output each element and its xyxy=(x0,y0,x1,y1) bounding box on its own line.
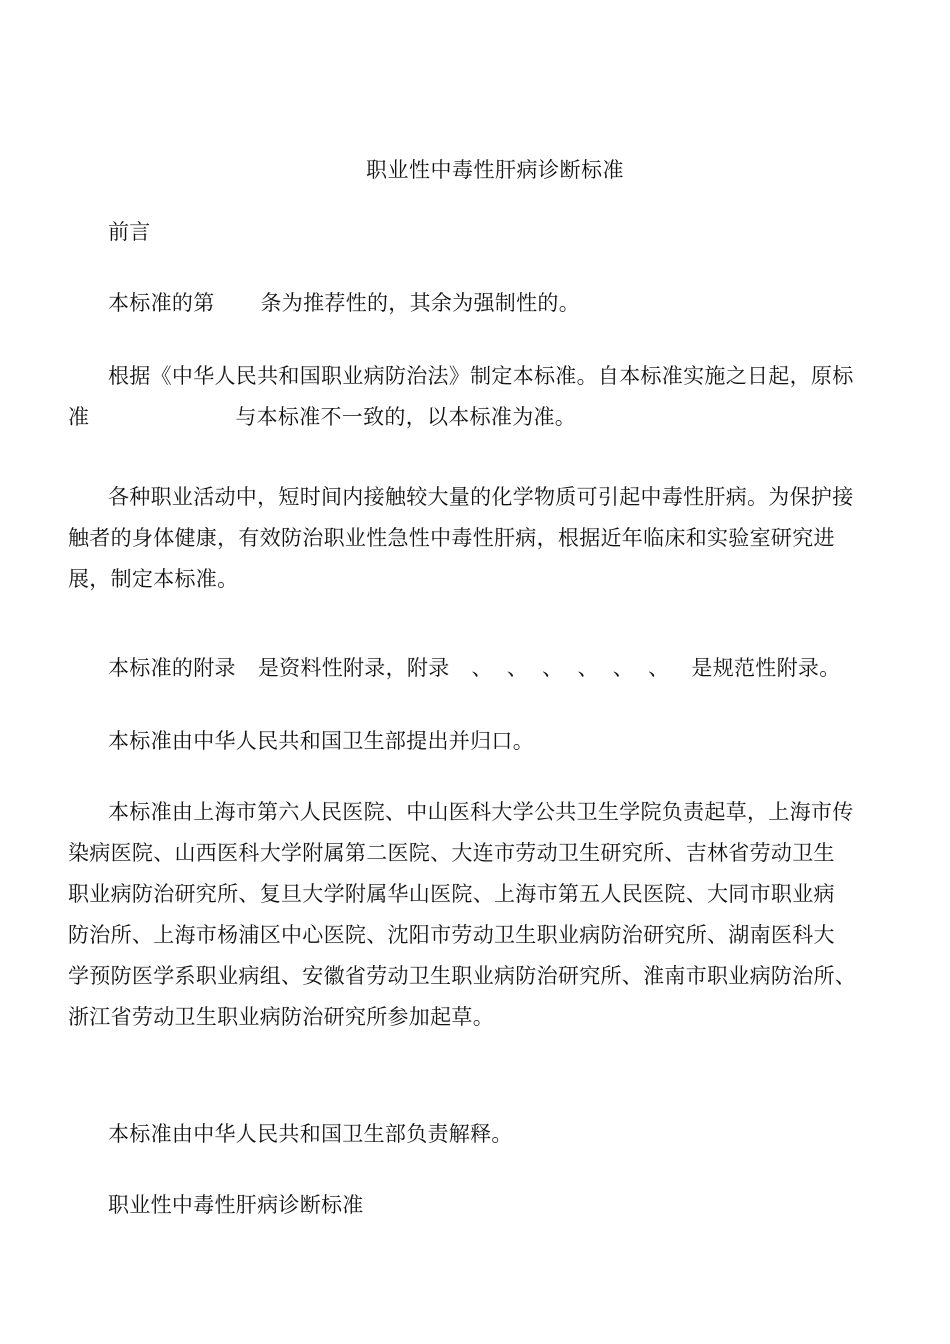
text-segment: 本标准的第 xyxy=(108,291,215,315)
paragraph-line: 触者的身体健康，有效防治职业性急性中毒性肝病，根据近年临床和实验室研究进 xyxy=(68,526,835,550)
paragraph-line: 染病医院、山西医科大学附属第二医院、大连市劳动卫生研究所、吉林省劳动卫生 xyxy=(68,841,835,865)
separator: 、 xyxy=(648,656,670,680)
text-segment: 条为推荐性的，其余为强制性的。 xyxy=(260,291,580,315)
paragraph-line xyxy=(68,397,888,438)
paragraph-line: 浙江省劳动卫生职业病防治研究所参加起草。 xyxy=(68,1005,494,1029)
separator: 、 xyxy=(506,656,529,680)
separator: 、 xyxy=(612,656,635,680)
paragraph-drafters xyxy=(68,792,888,1038)
paragraph-line: 本标准由上海市第六人民医院、中山医科大学公共卫生学院负责起草，上海市传 xyxy=(108,800,854,824)
text-segment: 是规范性附录。 xyxy=(691,656,841,680)
paragraph-appendix xyxy=(68,648,888,689)
paragraph-recommended-clauses xyxy=(68,283,888,324)
text-segment: 准 xyxy=(68,405,90,429)
paragraph-line: 职业病防治研究所、复旦大学附属华山医院、上海市第五人民医院、大同市职业病 xyxy=(68,882,835,906)
paragraph-line xyxy=(68,283,888,324)
preface-heading-text: 前言 xyxy=(108,220,151,244)
document-title: 职业性中毒性肝病诊断标准 xyxy=(366,158,624,182)
separator: 、 xyxy=(471,656,493,680)
text-segment: 是资料性附录，附录 xyxy=(257,656,450,680)
paragraph-line: 展，制定本标准。 xyxy=(68,567,239,591)
paragraph-line: 学预防医学系职业病组、安徽省劳动卫生职业病防治研究所、淮南市职业病防治所、 xyxy=(68,964,857,988)
paragraph-line: 各种职业活动中，短时间内接触较大量的化学物质可引起中毒性肝病。为保护接 xyxy=(108,485,854,509)
paragraph-line: 本标准由中华人民共和国卫生部负责解释。 xyxy=(108,1122,513,1146)
paragraph-line: 本标准由中华人民共和国卫生部提出并归口。 xyxy=(108,729,534,753)
text-segment: 与本标准不一致的，以本标准为准。 xyxy=(235,405,577,429)
paragraph-line: 根据《中华人民共和国职业病防治法》制定本标准。自本标准实施之日起，原标 xyxy=(108,364,854,388)
section-heading xyxy=(68,1185,888,1226)
text-segment: 本标准的附录 xyxy=(108,656,236,680)
paragraph-interpretation xyxy=(68,1114,888,1155)
section-heading-text: 职业性中毒性肝病诊断标准 xyxy=(108,1193,364,1217)
separator: 、 xyxy=(542,656,564,680)
paragraph-legal-basis xyxy=(68,356,888,438)
paragraph-proposer xyxy=(68,721,888,762)
paragraph-line xyxy=(68,648,888,689)
separator: 、 xyxy=(577,656,599,680)
paragraph-line: 防治所、上海市杨浦区中心医院、沈阳市劳动卫生职业病防治研究所、湖南医科大 xyxy=(68,923,835,947)
paragraph-purpose xyxy=(68,477,888,600)
preface-heading xyxy=(68,212,888,253)
